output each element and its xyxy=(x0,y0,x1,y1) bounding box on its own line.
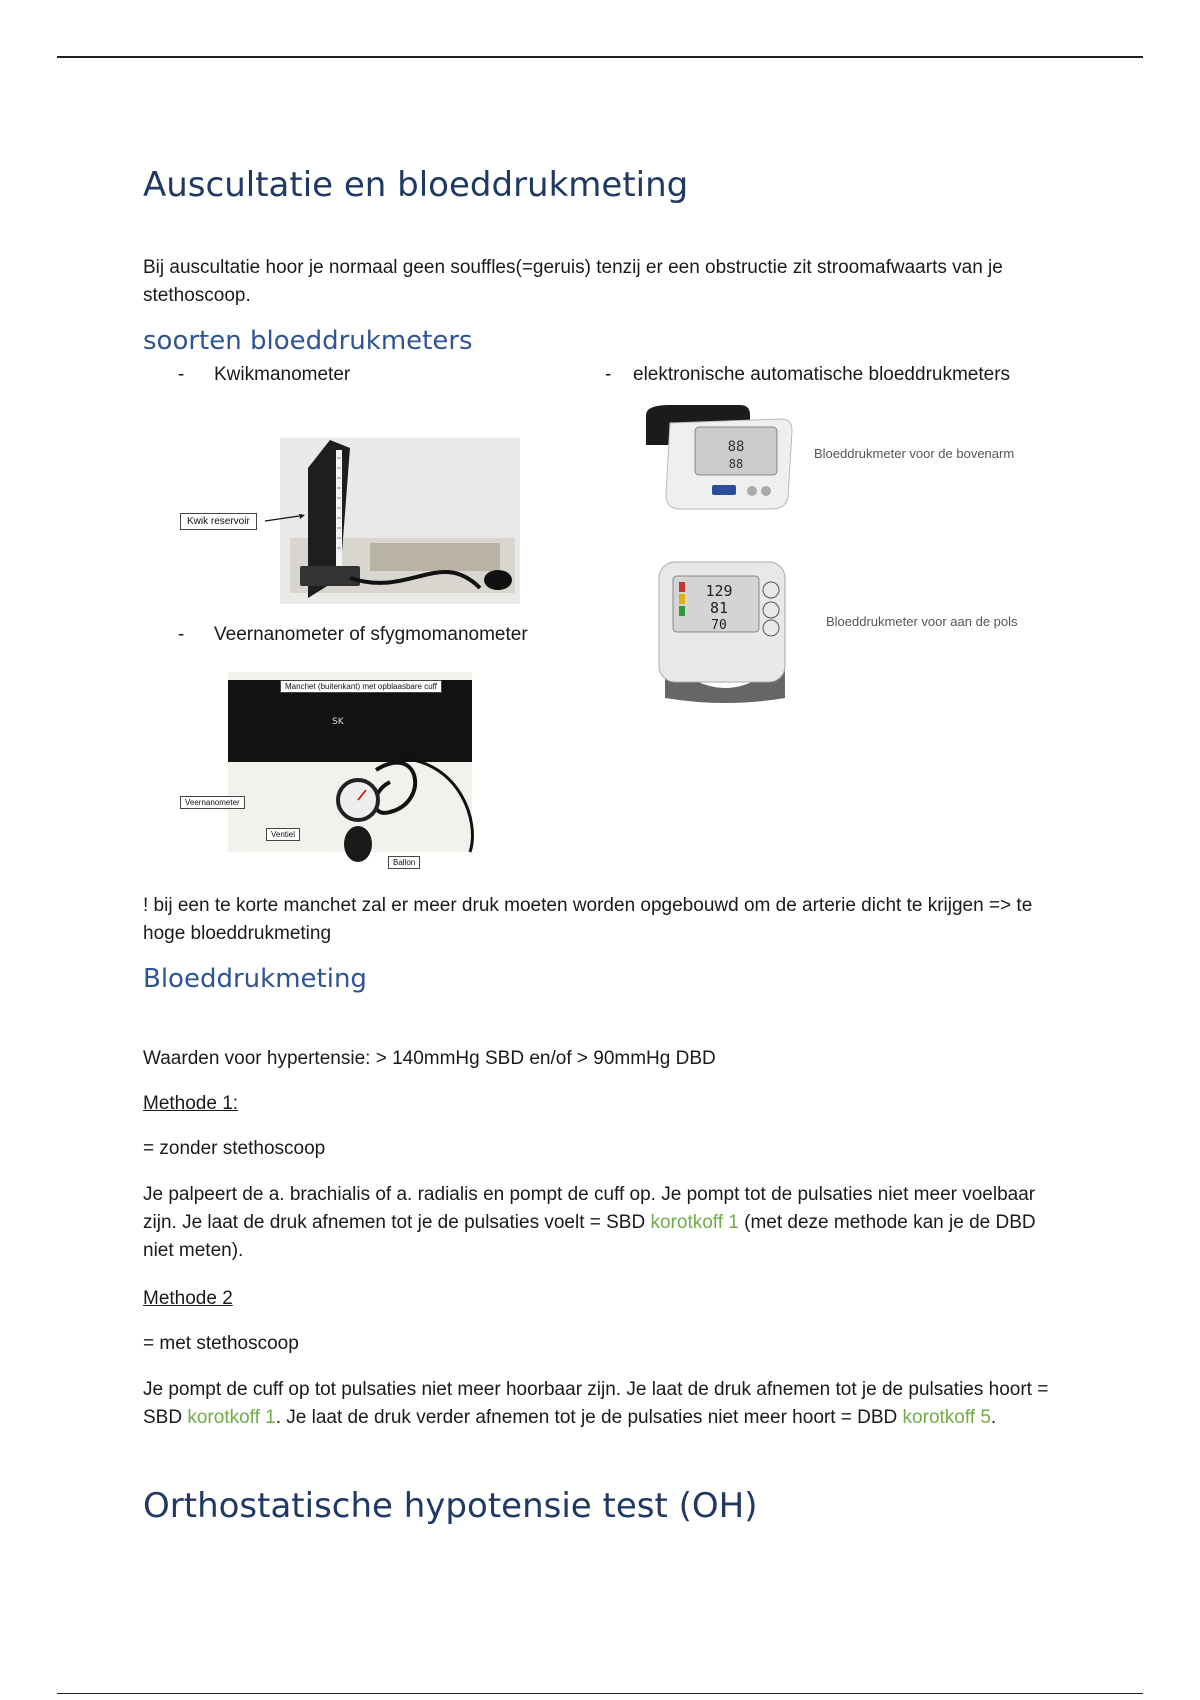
method2-title: Methode 2 xyxy=(143,1288,233,1309)
wrist-monitor-illustration xyxy=(655,558,795,708)
callout-valve: Ventiel xyxy=(266,828,300,841)
wrist-label: Bloeddrukmeter voor aan de pols xyxy=(826,614,1018,629)
wrist-lcd-dia: 81 xyxy=(709,599,729,617)
spring-manometer-illustration xyxy=(180,672,480,874)
footer-rule xyxy=(57,1693,1143,1694)
korotkoff-5-label: korotkoff 5 xyxy=(902,1407,991,1428)
method2-text: Je pompt de cuff op tot pulsaties niet meer hoorbaar zijn. Je laat de druk afnemen tot je de pulsaties hoort = SBD korotkoff 1. Je laat de druk verder afnemen tot je de pulsaties niet meer hoort = DBD korotkoff 5. xyxy=(143,1379,1049,1428)
korotkoff-1-label: korotkoff 1 xyxy=(187,1407,276,1428)
mercury-manometer-image xyxy=(180,438,520,604)
upperarm-monitor-illustration xyxy=(640,405,800,515)
callout-mercury-reservoir: Kwik reservoir xyxy=(180,513,257,530)
callout-cuff: Manchet (buitenkant) met opblaasbare cuff xyxy=(280,680,442,693)
korotkoff-1-label: korotkoff 1 xyxy=(650,1212,739,1233)
header-rule xyxy=(57,56,1143,58)
hypertension-values: Waarden voor hypertensie: > 140mmHg SBD en/of > 90mmHg DBD xyxy=(143,1048,716,1069)
upperarm-lcd-sys: 88 xyxy=(727,439,745,455)
method1-subtitle: = zonder stethoscoop xyxy=(143,1138,326,1159)
callout-bulb: Ballon xyxy=(388,856,420,869)
intro-paragraph: Bij auscultatie hoor je normaal geen souffles(=geruis) tenzij er een obstructie zit stroomafwaarts van je stethoscoop. xyxy=(143,257,1003,306)
warning-paragraph: ! bij een te korte manchet zal er meer druk moeten worden opgebouwd om de arterie dicht te krijgen => te hoge bloeddrukmeting xyxy=(143,895,1033,944)
wrist-lcd-pulse: 70 xyxy=(711,618,727,633)
section-heading-measure: Bloeddrukmeting xyxy=(143,964,367,994)
upperarm-label: Bloeddrukmeter voor de bovenarm xyxy=(814,446,1015,461)
upperarm-monitor-image xyxy=(640,405,800,515)
callout-arrow-icon xyxy=(265,514,305,526)
bullet-spring: - Veernanometer of sfygmomanometer xyxy=(178,624,528,645)
upperarm-lcd-dia: 88 xyxy=(728,457,744,471)
bullet-mercury: - Kwikmanometer xyxy=(178,364,351,385)
spring-manometer-image xyxy=(180,672,480,874)
method2-subtitle: = met stethoscoop xyxy=(143,1333,299,1354)
page-title: Auscultatie en bloeddrukmeting xyxy=(143,165,689,205)
wrist-monitor-image xyxy=(655,558,795,708)
bullet-electronic: - elektronische automatische bloeddrukmeters xyxy=(605,364,1011,385)
method1-text: Je palpeert de a. brachialis of a. radialis en pompt de cuff op. Je pompt tot de pulsaties niet meer voelbaar zijn. Je laat de druk afnemen tot je de pulsaties voelt = SBD korotkoff 1 (met deze methode kan je de DBD niet meten). xyxy=(143,1184,1036,1261)
method1-title: Methode 1: xyxy=(143,1093,239,1114)
section-heading-types: soorten bloeddrukmeters xyxy=(143,326,473,356)
callout-gauge: Veernanometer xyxy=(180,796,245,809)
wrist-lcd-sys: 129 xyxy=(705,582,733,600)
cuff-brand-label: SK xyxy=(332,717,344,727)
section-heading-oh: Orthostatische hypotensie test (OH) xyxy=(143,1486,758,1526)
